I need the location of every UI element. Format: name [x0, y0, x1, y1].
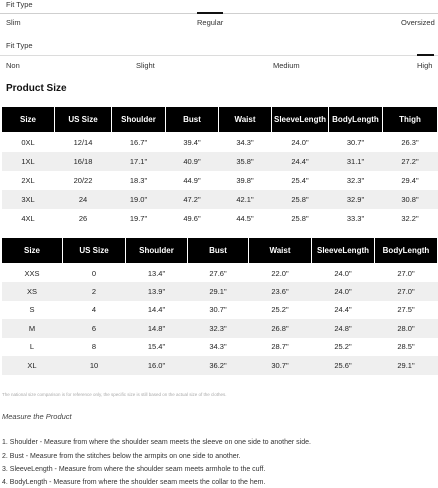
- cell-size: XS: [2, 282, 63, 301]
- table-row: [2, 338, 438, 357]
- cell-thigh: 27.2": [383, 152, 438, 171]
- cell-us-size: 20/22: [55, 171, 112, 190]
- cell-shoulder: 17.1": [112, 152, 166, 171]
- cell-us-size: 6: [63, 319, 126, 338]
- table-row: [2, 152, 438, 171]
- cell-shoulder: 18.3": [112, 171, 166, 190]
- cell-sleeve-length: 25.8": [272, 209, 329, 228]
- cell-waist: 39.8": [219, 171, 272, 190]
- table-row: [2, 282, 438, 301]
- cell-thigh: 29.4": [383, 171, 438, 190]
- cell-shoulder: 15.4": [126, 338, 188, 357]
- cell-sleeve-length: 24.0": [272, 133, 329, 152]
- cell-us-size: 12/14: [55, 133, 112, 152]
- cell-sleeve-length: 25.6": [312, 356, 375, 375]
- cell-waist: 22.0": [249, 264, 312, 283]
- product-size-title: Product Size: [6, 83, 67, 94]
- cell-body-length: 33.3": [329, 209, 383, 228]
- cell-size: 2XL: [2, 171, 55, 190]
- header-thigh: Thigh: [383, 107, 438, 133]
- header-size: Size: [2, 238, 63, 264]
- measure-item-bust: 2. Bust - Measure from the stitches below the armpits on one side to another.: [2, 453, 241, 460]
- table-row: [2, 301, 438, 320]
- cell-sleeve-length: 25.4": [272, 171, 329, 190]
- cell-waist: 28.7": [249, 338, 312, 357]
- cell-body-length: 32.3": [329, 171, 383, 190]
- cell-sleeve-length: 25.8": [272, 190, 329, 209]
- header-sleeve-length: SleeveLength: [272, 107, 329, 133]
- cell-size: 0XL: [2, 133, 55, 152]
- header-waist: Waist: [249, 238, 312, 264]
- cell-size: 1XL: [2, 152, 55, 171]
- size-table-2: [1, 237, 438, 375]
- cell-us-size: 16/18: [55, 152, 112, 171]
- cell-waist: 34.3": [219, 133, 272, 152]
- size-table-2-header: [2, 238, 438, 264]
- cell-size: XL: [2, 356, 63, 375]
- fit-option-medium: Medium: [273, 61, 300, 70]
- measure-title: Measure the Product: [2, 412, 72, 421]
- cell-shoulder: 13.4": [126, 264, 188, 283]
- cell-body-length: 28.0": [375, 319, 438, 338]
- table-row: [2, 264, 438, 283]
- header-bust: Bust: [188, 238, 249, 264]
- cell-us-size: 0: [63, 264, 126, 283]
- table-row: [2, 319, 438, 338]
- cell-body-length: 30.7": [329, 133, 383, 152]
- cell-bust: 29.1": [188, 282, 249, 301]
- cell-shoulder: 16.0": [126, 356, 188, 375]
- cell-us-size: 10: [63, 356, 126, 375]
- cell-body-length: 27.0": [375, 282, 438, 301]
- fit-type-selected-marker: [197, 12, 223, 14]
- cell-shoulder: 19.7": [112, 209, 166, 228]
- cell-sleeve-length: 24.8": [312, 319, 375, 338]
- cell-us-size: 4: [63, 301, 126, 320]
- cell-bust: 49.6": [166, 209, 219, 228]
- cell-sleeve-length: 24.4": [272, 152, 329, 171]
- size-disclaimer-note: The national size comparison is for reference only, the specific size is still based on the actual size of the clothes.: [2, 392, 227, 397]
- table-row: [2, 171, 438, 190]
- cell-size: S: [2, 301, 63, 320]
- fit-option-oversized: Oversized: [401, 18, 435, 27]
- cell-shoulder: 16.7": [112, 133, 166, 152]
- header-sleeve-length: SleeveLength: [312, 238, 375, 264]
- cell-sleeve-length: 25.2": [312, 338, 375, 357]
- header-us-size: US Size: [55, 107, 112, 133]
- cell-shoulder: 13.9": [126, 282, 188, 301]
- cell-waist: 26.8": [249, 319, 312, 338]
- header-waist: Waist: [219, 107, 272, 133]
- cell-waist: 42.1": [219, 190, 272, 209]
- cell-bust: 34.3": [188, 338, 249, 357]
- header-size: Size: [2, 107, 55, 133]
- cell-bust: 39.4": [166, 133, 219, 152]
- cell-waist: 30.7": [249, 356, 312, 375]
- cell-body-length: 27.0": [375, 264, 438, 283]
- fit-type-selected-marker-2: [417, 54, 434, 56]
- fit-option-non: Non: [6, 61, 20, 70]
- measure-item-body-length: 4. BodyLength - Measure from where the shoulder seam meets the collar to the hem.: [2, 479, 266, 486]
- cell-body-length: 29.1": [375, 356, 438, 375]
- cell-waist: 35.8": [219, 152, 272, 171]
- fit-type-title: Fit Type: [6, 0, 33, 9]
- cell-shoulder: 14.8": [126, 319, 188, 338]
- cell-bust: 30.7": [188, 301, 249, 320]
- table-row: [2, 209, 438, 228]
- cell-thigh: 26.3": [383, 133, 438, 152]
- measure-item-sleeve-length: 3. SleeveLength - Measure from where the shoulder seam meets armhole to the cuff.: [2, 466, 266, 473]
- table-row: [2, 133, 438, 152]
- cell-body-length: 28.5": [375, 338, 438, 357]
- size-table-1: [1, 106, 438, 228]
- cell-us-size: 24: [55, 190, 112, 209]
- header-body-length: BodyLength: [329, 107, 383, 133]
- fit-option-high: High: [417, 61, 433, 70]
- cell-body-length: 31.1": [329, 152, 383, 171]
- fit-option-slight: Slight: [136, 61, 155, 70]
- fit-option-regular: Regular: [197, 18, 224, 27]
- cell-bust: 36.2": [188, 356, 249, 375]
- table-row: [2, 356, 438, 375]
- cell-thigh: 30.8": [383, 190, 438, 209]
- cell-shoulder: 19.0": [112, 190, 166, 209]
- cell-bust: 44.9": [166, 171, 219, 190]
- cell-body-length: 27.5": [375, 301, 438, 320]
- header-shoulder: Shoulder: [112, 107, 166, 133]
- cell-bust: 32.3": [188, 319, 249, 338]
- cell-bust: 40.9": [166, 152, 219, 171]
- header-bust: Bust: [166, 107, 219, 133]
- cell-us-size: 8: [63, 338, 126, 357]
- cell-size: 4XL: [2, 209, 55, 228]
- header-body-length: BodyLength: [375, 238, 438, 264]
- cell-waist: 25.2": [249, 301, 312, 320]
- cell-size: M: [2, 319, 63, 338]
- cell-sleeve-length: 24.0": [312, 282, 375, 301]
- cell-us-size: 2: [63, 282, 126, 301]
- cell-body-length: 32.9": [329, 190, 383, 209]
- cell-size: XXS: [2, 264, 63, 283]
- cell-us-size: 26: [55, 209, 112, 228]
- cell-shoulder: 14.4": [126, 301, 188, 320]
- fit-type-title-2: Fit Type: [6, 41, 33, 50]
- fit-option-slim: Slim: [6, 18, 21, 27]
- fit-type-slider-track-2: [0, 55, 438, 56]
- size-table-1-header: [2, 107, 438, 133]
- header-shoulder: Shoulder: [126, 238, 188, 264]
- measure-item-shoulder: 1. Shoulder - Measure from where the shoulder seam meets the sleeve on one side to another side.: [2, 439, 311, 446]
- cell-sleeve-length: 24.4": [312, 301, 375, 320]
- cell-size: L: [2, 338, 63, 357]
- cell-waist: 23.6": [249, 282, 312, 301]
- cell-waist: 44.5": [219, 209, 272, 228]
- table-row: [2, 190, 438, 209]
- cell-bust: 27.6": [188, 264, 249, 283]
- cell-sleeve-length: 24.0": [312, 264, 375, 283]
- cell-bust: 47.2": [166, 190, 219, 209]
- cell-thigh: 32.2": [383, 209, 438, 228]
- cell-size: 3XL: [2, 190, 55, 209]
- header-us-size: US Size: [63, 238, 126, 264]
